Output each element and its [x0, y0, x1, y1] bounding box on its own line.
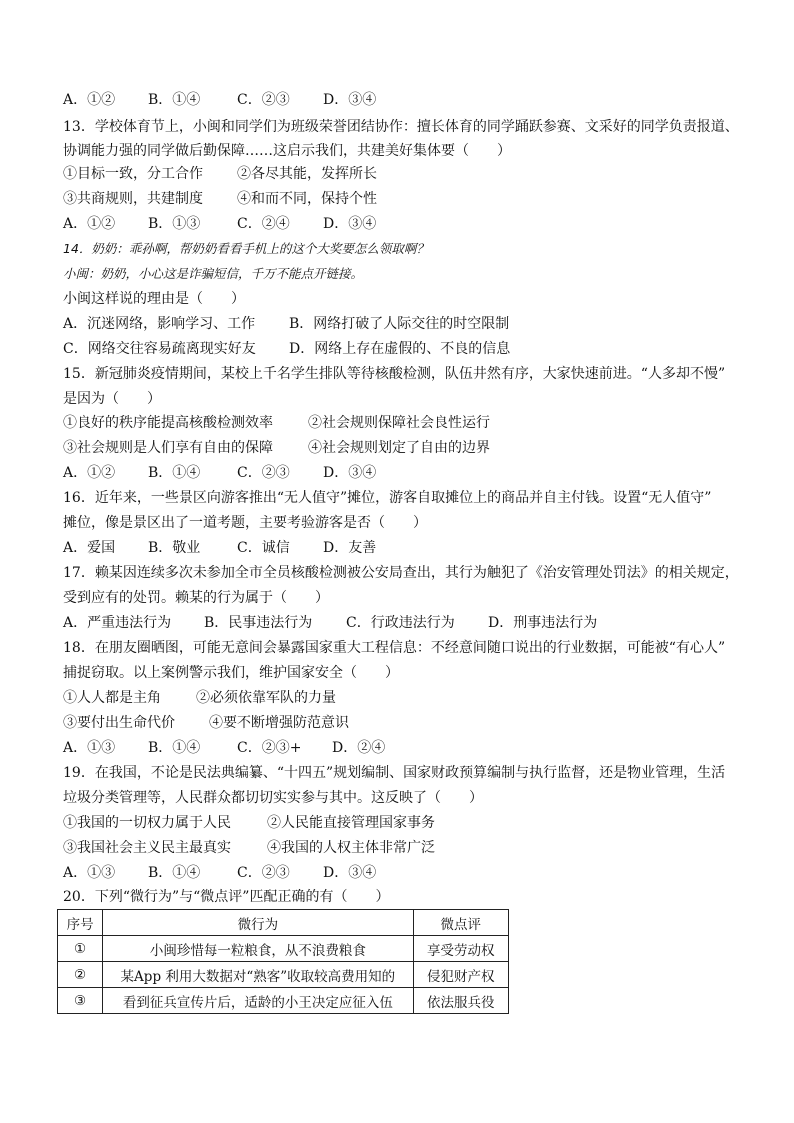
table-header-row	[58, 910, 509, 936]
q16-option-d: D．友善	[323, 540, 377, 556]
q19-statement-4: ④我国的人权主体非常广泛	[267, 840, 435, 856]
q14-dialog-xiaomin: 小闽：奶奶，小心这是诈骗短信，千万不能点开链接。	[63, 266, 364, 281]
q13-statements-row2	[63, 189, 377, 209]
q19-options	[63, 863, 376, 883]
q14-option-b: B．网络打破了人际交往的时空限制	[289, 316, 510, 332]
table-row	[58, 962, 509, 988]
q19-statement-2: ②人民能直接管理国家事务	[267, 815, 435, 831]
q15-option-c: C．②③	[237, 465, 290, 481]
q12-option-d: D．③④	[323, 92, 377, 108]
q13-statement-1: ①目标一致，分工合作	[63, 166, 203, 182]
table-cell-index: ②	[58, 962, 103, 988]
q19-option-a: A．①③	[63, 865, 116, 881]
q16-option-c: C．诚信	[237, 540, 290, 556]
q12-option-c: C．②③	[237, 92, 290, 108]
table-cell-behavior: 某App 利用大数据对“熟客”收取较高费用知的	[103, 962, 413, 988]
q19-option-b: B．①④	[148, 865, 201, 881]
q15-option-a: A．①②	[63, 465, 116, 481]
table-cell-index: ①	[58, 936, 103, 962]
q15-stem-line1: 15．新冠肺炎疫情期间，某校上千名学生排队等待核酸检测，队伍井然有序，大家快速前进。“人多却不慢”	[63, 366, 726, 382]
q17-option-c: C．行政违法行为	[346, 615, 455, 631]
q18-statement-2: ②必须依靠军队的力量	[196, 690, 336, 706]
q18-statement-3: ③要付出生命代价	[63, 715, 175, 731]
q19-statement-1: ①我国的一切权力属于人民	[63, 815, 231, 831]
table-header-index: 序号	[58, 910, 103, 936]
q17-stem-line1: 17．赖某因连续多次未参加全市全员核酸检测被公安局查出，其行为触犯了《治安管理处罚法》的相关规定，	[63, 565, 739, 581]
q16-option-b: B．敬业	[148, 540, 201, 556]
q19-stem-line2: 垃圾分类管理等，人民群众都切切实实参与其中。这反映了（ ）	[63, 790, 483, 806]
q14-options-row2	[63, 339, 510, 359]
q13-statement-3: ③共商规则，共建制度	[63, 191, 203, 207]
q15-stem-line2: 是因为（ ）	[63, 391, 161, 407]
q13-option-c: C．②④	[237, 216, 290, 232]
q18-option-a: A．①③	[63, 740, 116, 756]
q18-stem-line2: 捕捉窃取。以上案例警示我们，维护国家安全（ ）	[63, 665, 399, 681]
table-header-behavior: 微行为	[103, 910, 413, 936]
q15-statement-1: ①良好的秩序能提高核酸检测效率	[63, 415, 273, 431]
table-header-comment: 微点评	[413, 910, 508, 936]
table-cell-index: ③	[58, 988, 103, 1014]
q14-option-d: D．网络上存在虚假的、不良的信息	[289, 341, 511, 357]
q12-options	[63, 90, 376, 110]
table-cell-comment: 依法服兵役	[413, 988, 508, 1014]
q15-statement-4: ④社会规则划定了自由的边界	[308, 440, 490, 456]
q15-statements-row2	[63, 438, 490, 458]
q17-option-b: B．民事违法行为	[204, 615, 313, 631]
q19-statement-3: ③我国社会主义民主最真实	[63, 840, 231, 856]
q14-options-row1	[63, 314, 509, 334]
q19-statements-row2	[63, 838, 435, 858]
q19-option-d: D．③④	[323, 865, 377, 881]
q19-option-c: C．②③	[237, 865, 290, 881]
q13-options	[63, 214, 376, 234]
q16-stem-line2: 摊位，像是景区出了一道考题，主要考验游客是否（ ）	[63, 515, 427, 531]
q13-option-d: D．③④	[323, 216, 377, 232]
q18-statements-row2	[63, 713, 349, 733]
q18-statements-row1	[63, 688, 336, 708]
q20-table	[57, 909, 509, 1014]
q16-options	[63, 538, 376, 558]
q17-options	[63, 613, 597, 633]
q13-statement-4: ④和而不同，保持个性	[237, 191, 377, 207]
q20-stem: 20．下列“微行为”与“微点评”匹配正确的有（ ）	[63, 889, 390, 905]
q15-options	[63, 463, 376, 483]
q17-option-a: A．严重违法行为	[63, 615, 172, 631]
q18-option-d: D．②④	[332, 740, 386, 756]
q16-option-a: A．爱国	[63, 540, 116, 556]
q17-stem-line2: 受到应有的处罚。赖某的行为属于（ ）	[63, 590, 329, 606]
q18-stem-line1: 18．在朋友圈晒图，可能无意间会暴露国家重大工程信息：不经意间随口说出的行业数据，可能被“有心人”	[63, 640, 726, 656]
q19-statements-row1	[63, 813, 435, 833]
q18-option-b: B．①④	[148, 740, 201, 756]
q14-option-a: A．沉迷网络，影响学习、工作	[63, 316, 256, 332]
q15-option-d: D．③④	[323, 465, 377, 481]
q17-option-d: D．刑事违法行为	[488, 615, 598, 631]
q14-option-c: C．网络交往容易疏离现实好友	[63, 341, 256, 357]
table-cell-behavior: 小闽珍惜每一粒粮食，从不浪费粮食	[103, 936, 413, 962]
q13-statement-2: ②各尽其能，发挥所长	[237, 166, 377, 182]
q15-option-b: B．①④	[148, 465, 201, 481]
q18-options	[63, 738, 385, 758]
q18-statement-1: ①人人都是主角	[63, 690, 161, 706]
q13-stem-line2: 协调能力强的同学做后勤保障……这启示我们，共建美好集体要（ ）	[63, 143, 511, 159]
q15-statement-3: ③社会规则是人们享有自由的保障	[63, 440, 273, 456]
q16-stem-line1: 16．近年来，一些景区向游客推出“无人值守”摊位，游客自取摊位上的商品并自主付钱。设置“无人值守”	[63, 490, 712, 506]
q14-dialog-grandma: 14．奶奶：乖孙啊，帮奶奶看看手机上的这个大奖要怎么领取啊？	[63, 241, 429, 256]
q14-stem: 小闽这样说的理由是（ ）	[63, 291, 245, 307]
q13-stem-line1: 13．学校体育节上，小闽和同学们为班级荣誉团结协作：擅长体育的同学踊跃参赛、文采好的同学负责报道、	[63, 119, 739, 135]
q15-statements-row1	[63, 413, 490, 433]
q13-option-b: B．①③	[148, 216, 201, 232]
q13-option-a: A．①②	[63, 216, 116, 232]
table-cell-comment: 享受劳动权	[413, 936, 508, 962]
table-row	[58, 988, 509, 1014]
q12-option-a: A．①②	[63, 92, 116, 108]
q13-statements-row1	[63, 164, 377, 184]
q19-stem-line1: 19．在我国，不论是民法典编纂、“十四五”规划编制、国家财政预算编制与执行监督，还是物业管理，生活	[63, 765, 726, 781]
table-cell-behavior: 看到征兵宣传片后，适龄的小王决定应征入伍	[103, 988, 413, 1014]
q12-option-b: B．①④	[148, 92, 201, 108]
q18-option-c: C．②③+	[237, 740, 302, 756]
q15-statement-2: ②社会规则保障社会良性运行	[308, 415, 490, 431]
table-cell-comment: 侵犯财产权	[413, 962, 508, 988]
table-row	[58, 936, 509, 962]
q18-statement-4: ④要不断增强防范意识	[209, 715, 349, 731]
